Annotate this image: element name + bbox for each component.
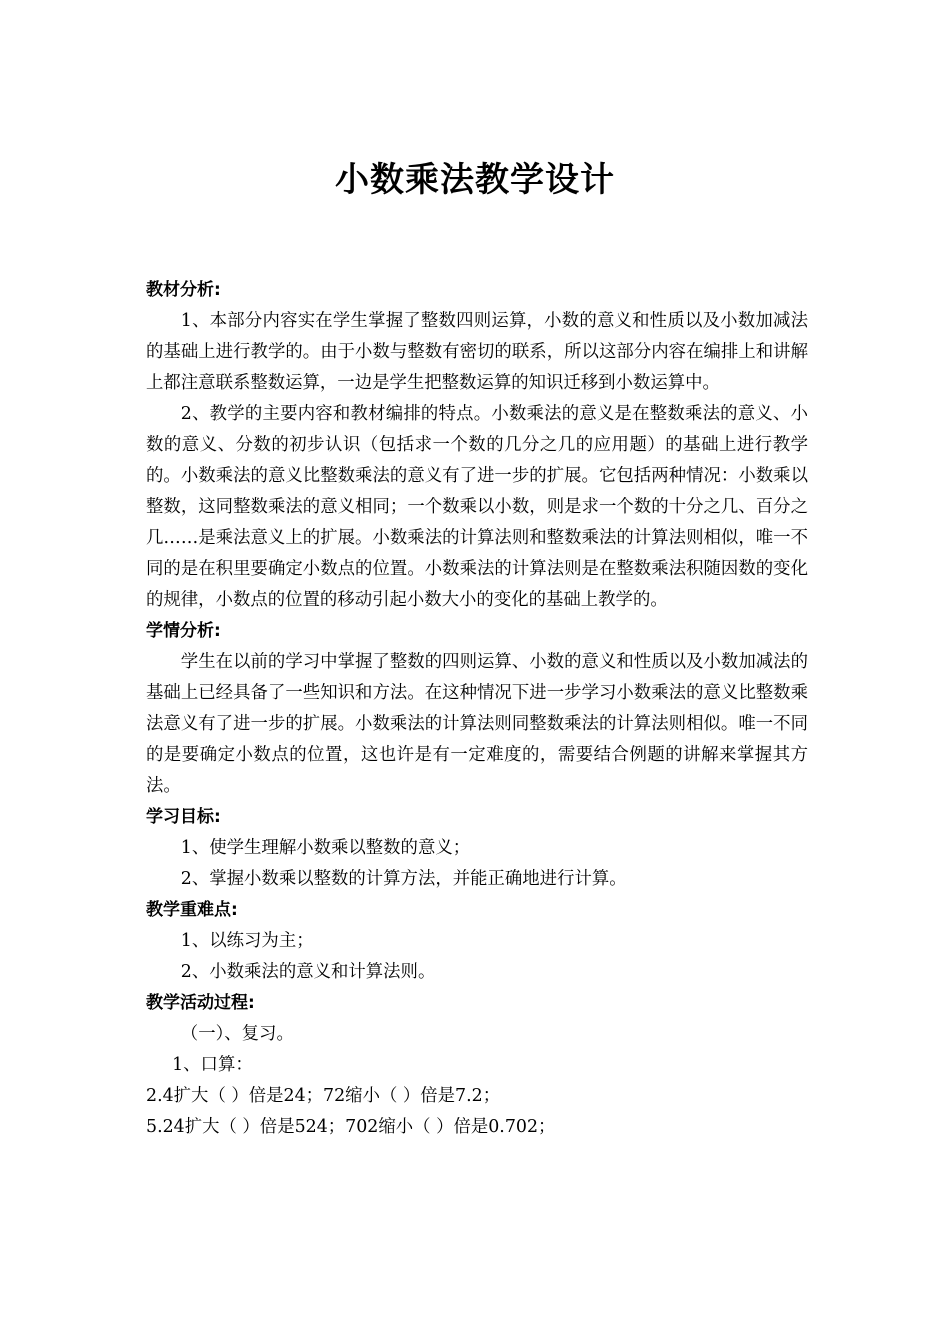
- list-item: 2、小数乘法的意义和计算法则。: [180, 962, 436, 982]
- section-heading-goals: 学习目标:: [146, 807, 221, 827]
- list-item: 1、使学生理解小数乘以整数的意义；: [180, 838, 471, 858]
- document-title: 小数乘法教学设计: [335, 160, 615, 200]
- exercise-line: 2.4扩大（ ）倍是24；72缩小（ ）倍是7.2；: [146, 1086, 501, 1106]
- section-heading-students: 学情分析:: [146, 621, 221, 641]
- paragraph: 1、本部分内容实在学生掌握了整数四则运算，小数的意义和性质以及小数加减法的基础上进行教学的。由于小数与整数有密切的联系，所以这部分内容在编排上和讲解上都注意联系整数运算，一边是学生把整数运算的知识迁移到小数运算中。: [146, 311, 808, 393]
- section-heading-materials: 教材分析:: [146, 280, 221, 300]
- list-item: 2、掌握小数乘以整数的计算方法，并能正确地进行计算。: [180, 869, 627, 889]
- document-body: [146, 275, 808, 1143]
- list-item: 1、以练习为主；: [180, 931, 314, 951]
- paragraph: 学生在以前的学习中掌握了整数的四则运算、小数的意义和性质以及小数加减法的基础上已经具备了一些知识和方法。在这种情况下进一步学习小数乘法的意义比整数乘法意义有了进一步的扩展。小数乘法的计算法则同整数乘法的计算法则相似。唯一不同的是要确定小数点的位置，这也许是有一定难度的，需要结合例题的讲解来掌握其方法。: [146, 652, 808, 796]
- process-step: （一）、复习。: [180, 1024, 294, 1044]
- process-substep: 1、口算：: [172, 1055, 253, 1075]
- section-heading-keypoints: 教学重难点:: [146, 900, 238, 920]
- paragraph: 2、教学的主要内容和教材编排的特点。小数乘法的意义是在整数乘法的意义、小数的意义、分数的初步认识（包括求一个数的几分之几的应用题）的基础上进行教学的。小数乘法的意义比整数乘法的意义有了进一步的扩展。它包括两种情况：小数乘以整数，这同整数乘法的意义相同；一个数乘以小数，则是求一个数的十分之几、百分之几……是乘法意义上的扩展。小数乘法的计算法则和整数乘法的计算法则相似，唯一不同的是在积里要确定小数点的位置。小数乘法的计算法则是在整数乘法积随因数的变化的规律，小数点的位置的移动引起小数大小的变化的基础上教学的。: [146, 404, 808, 610]
- section-heading-process: 教学活动过程:: [146, 993, 255, 1013]
- exercise-line: 5.24扩大（ ）倍是524；702缩小（ ）倍是0.702；: [146, 1117, 556, 1137]
